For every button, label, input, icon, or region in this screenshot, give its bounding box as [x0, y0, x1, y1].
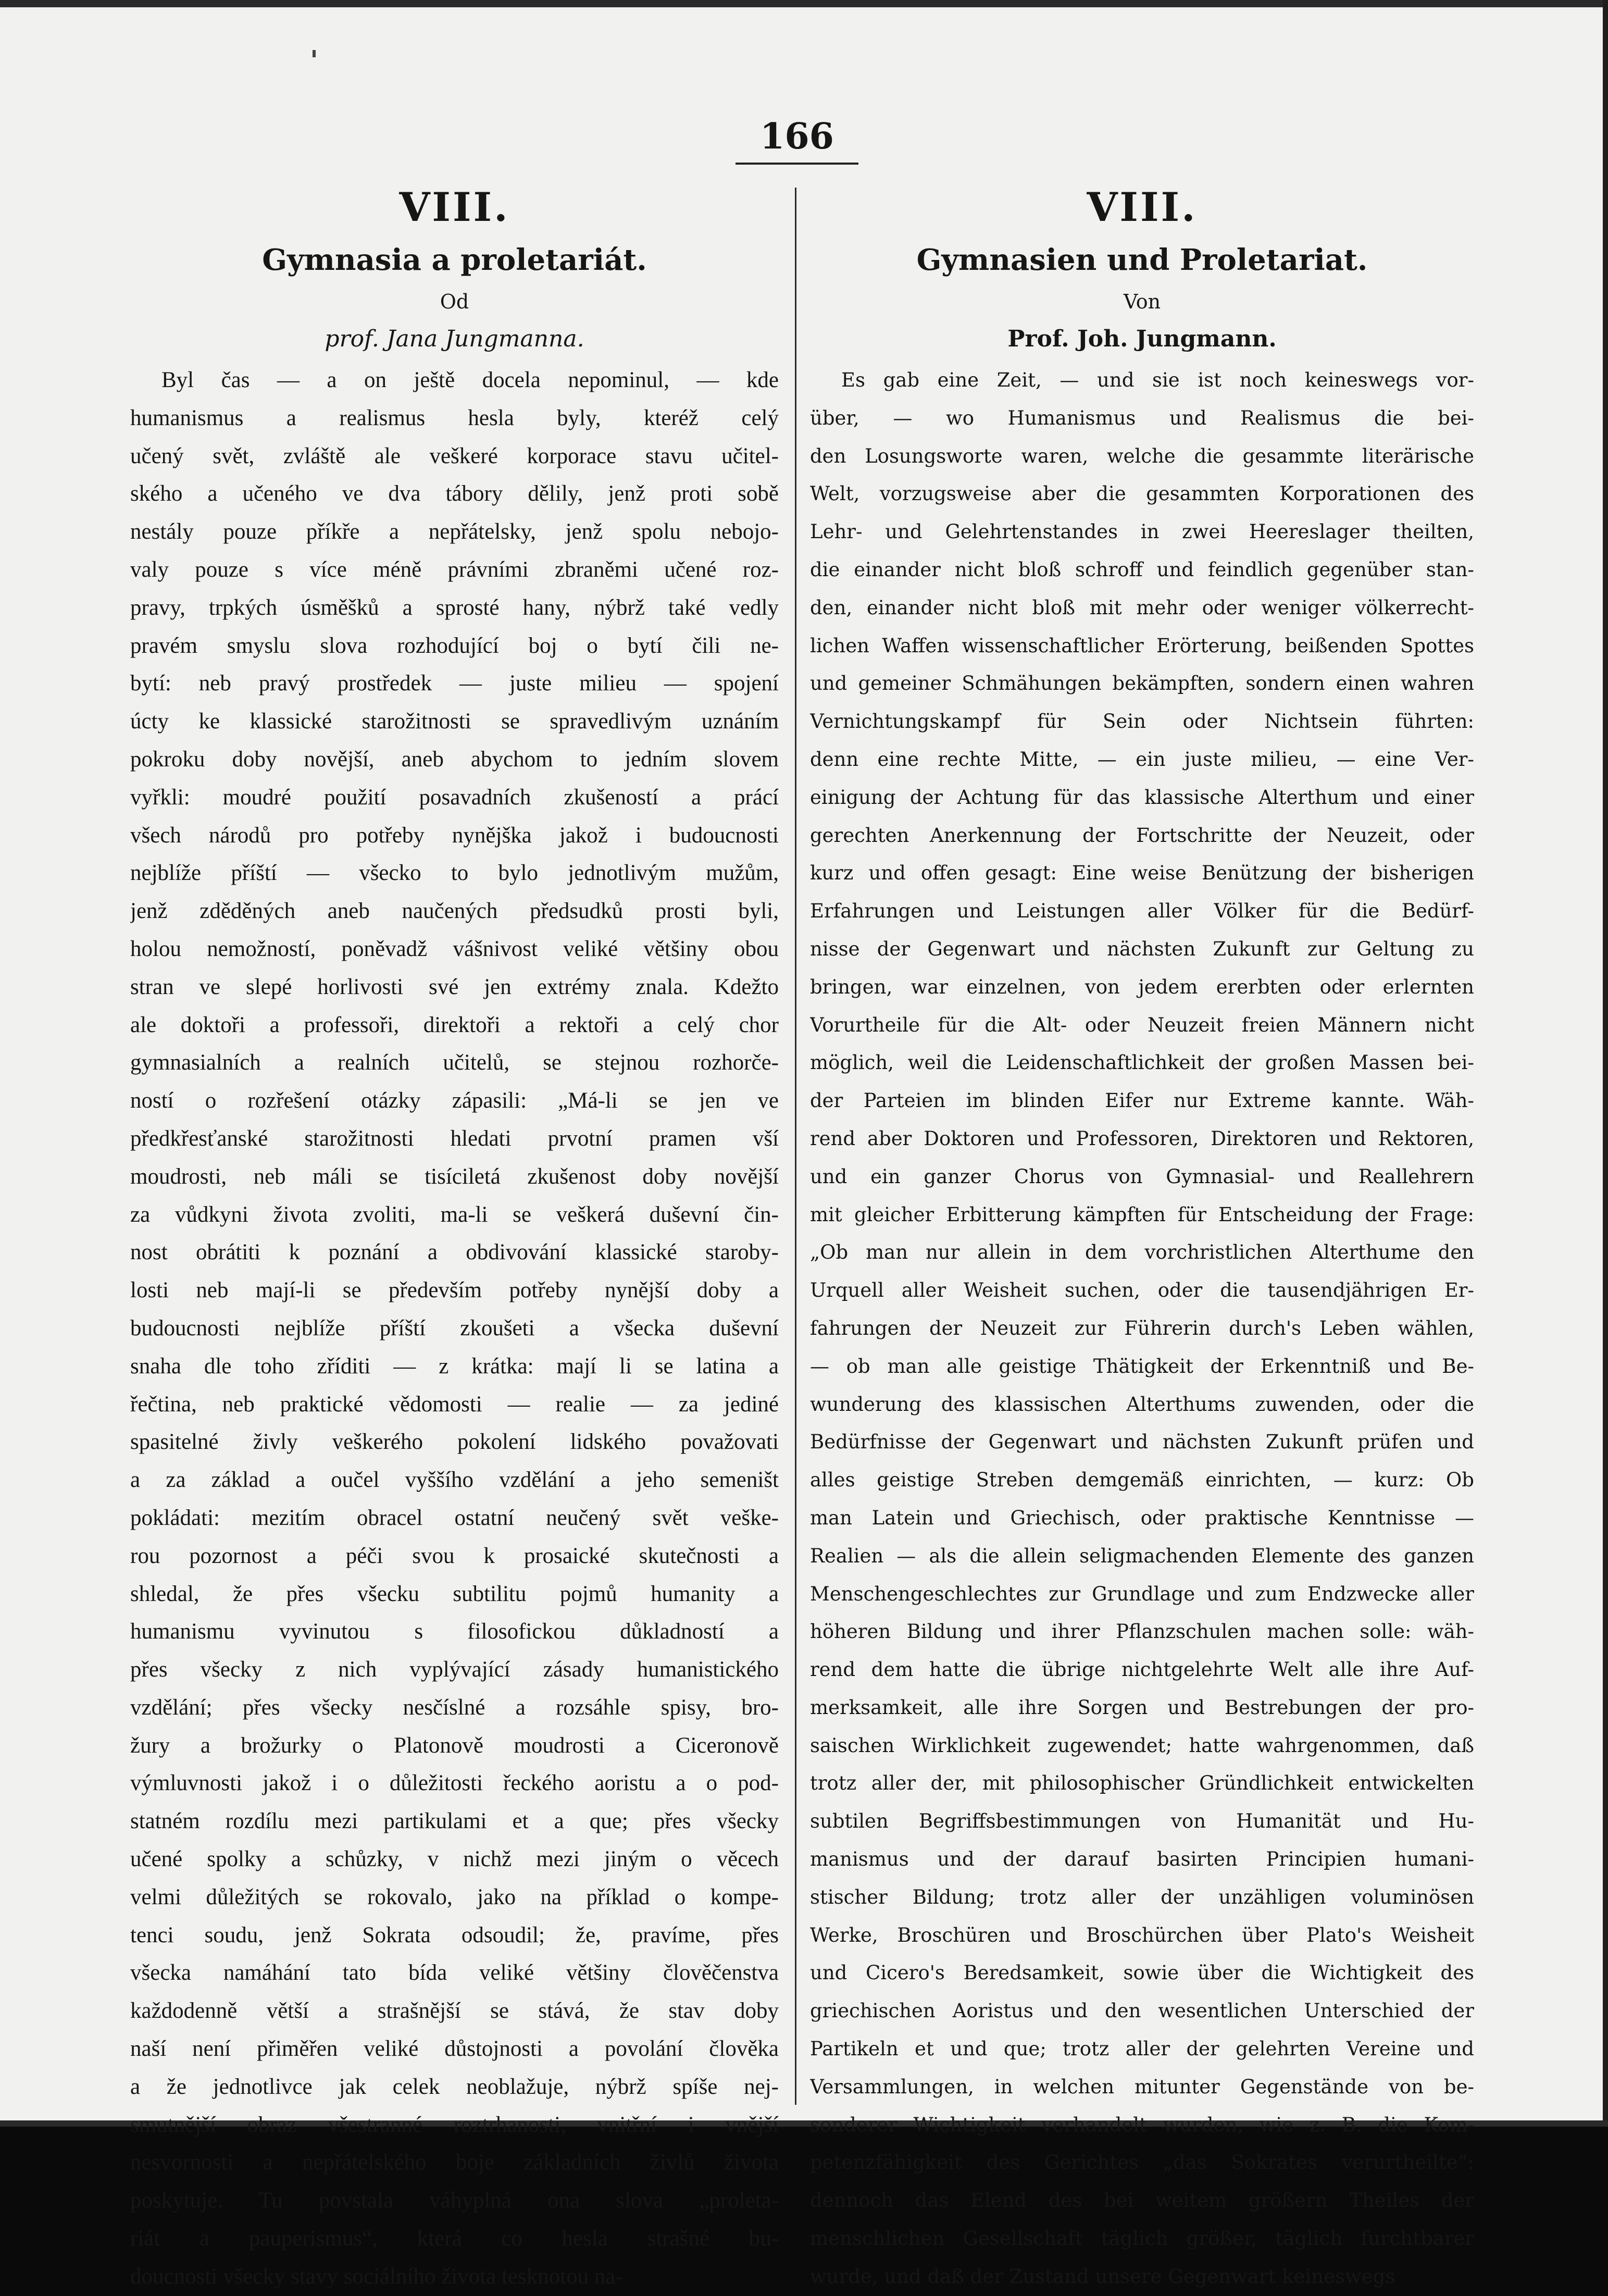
text-line: gymnasialních a realních učitelů, se stejnou rozhorče- — [130, 1050, 779, 1075]
text-line: za vůdkyni života zvoliti, ma-li se veškerá duševní čin- — [130, 1202, 779, 1227]
text-line: nisse der Gegenwart und nächsten Zukunft zur Geltung zu — [810, 937, 1474, 960]
text-line: všecka namáhání tato bída veliké většiny člověčenstva — [130, 1960, 779, 1985]
text-line: vzdělání; přes všecky nesčíslné a rozsáhle spisy, bro- — [130, 1695, 779, 1720]
article-title: Gymnasien und Proletariat. — [916, 243, 1368, 277]
byline-author: Prof. Joh. Jungmann. — [1007, 326, 1277, 352]
text-line: učený svět, zvláště ale veškeré korporace stavu učitel- — [130, 443, 779, 468]
text-line: doucnosti všecky stavy sociálního života tesknotou na- — [130, 2264, 623, 2289]
text-line: den, einander nicht bloß mit mehr oder weniger völkerrecht- — [810, 596, 1474, 619]
text-line: merksamkeit, alle ihre Sorgen und Bestrebungen der pro- — [810, 1696, 1474, 1719]
text-line: nestály pouze příkře a nepřátelsky, jenž spolu nebojo- — [130, 519, 779, 544]
text-line: und ein ganzer Chorus von Gymnasial- und Reallehrern — [810, 1165, 1474, 1188]
text-line: a za základ a oučel vyššího vzdělání a jeho semeništ — [130, 1468, 779, 1493]
text-line: die einander nicht bloß schroff und feindlich gegenüber stan- — [810, 558, 1474, 581]
text-line: mit gleicher Erbitterung kämpften für Entscheidung der Frage: — [810, 1203, 1474, 1226]
text-line: budoucnosti nejblíže příští zkoušeti a všecka duševní — [130, 1315, 779, 1341]
text-line: griechischen Aoristus und den wesentlichen Unterschied der — [810, 2000, 1474, 2022]
text-line: rend dem hatte die übrige nichtgelehrte Welt alle ihre Auf- — [810, 1658, 1474, 1681]
text-line: nost obrátiti k poznání a obdivování klassické staroby- — [130, 1240, 779, 1265]
text-line: fahrungen der Neuzeit zur Führerin durch's Leben wählen, — [810, 1317, 1474, 1339]
text-line: pravém smyslu slova rozhodující boj o bytí čili ne- — [130, 633, 779, 658]
text-line: snaha dle toho zříditi — z krátka: mají li se latina a — [130, 1354, 779, 1379]
text-line: ale doktoři a professoři, direktoři a rektoři a celý chor — [130, 1012, 779, 1037]
text-line: rou pozornost a péči svou k prosaické skutečnosti a — [130, 1543, 779, 1568]
text-line: Realien — als die allein seligmachenden Elemente des ganzen — [810, 1544, 1474, 1567]
text-line: vyřkli: moudré použití posavadních zkušeností a prácí — [130, 785, 779, 810]
text-line: Es gab eine Zeit, — und sie ist noch keineswegs vor- — [841, 369, 1474, 391]
text-line: man Latein und Griechisch, oder praktische Kenntnisse — — [810, 1506, 1474, 1529]
text-line: Menschengeschlechtes zur Grundlage und zum Endzwecke aller — [810, 1582, 1474, 1605]
text-line: pravy, trpkých úsměšků a sprosté hany, nýbrž také vedly — [130, 595, 779, 620]
text-line: gerechten Anerkennung der Fortschritte der Neuzeit, oder — [810, 824, 1474, 847]
section-number: VIII. — [1087, 184, 1198, 230]
text-line: Urquell aller Weisheit suchen, oder die tausendjährigen Er- — [810, 1279, 1474, 1302]
text-line: humanismu vyvinutou s filosofickou důkladností a — [130, 1619, 779, 1644]
german-column — [810, 182, 1474, 2296]
text-line: valy pouze s více méně právními zbraněmi učené roz- — [130, 557, 779, 582]
text-line: bytí: neb pravý prostředek — juste milieu — spojení — [130, 671, 779, 696]
text-line: kurz und offen gesagt: Eine weise Benützung der bisherigen — [810, 862, 1474, 885]
byline-preposition: Von — [1123, 290, 1161, 313]
text-line: stischer Bildung; trotz aller der unzähligen voluminösen — [810, 1885, 1474, 1908]
text-line: alles geistige Streben demgemäß einrichten, — kurz: Ob — [810, 1469, 1474, 1492]
text-line: pokládati: mezitím obracel ostatní neučený svět veške- — [130, 1505, 779, 1530]
text-line: nesvornosti a nepřátelského boje základních živlů života — [130, 2150, 779, 2175]
text-line: dennoch das Elend des bei weitem größern Theiles der — [810, 2189, 1474, 2212]
text-line: ského a učeného ve dva tábory dělily, jenž proti sobě — [130, 481, 779, 506]
text-line: velmi důležitých se rokovalo, jako na příklad o kompe- — [130, 1884, 779, 1909]
section-number: VIII. — [399, 184, 510, 230]
text-line: humanismus a realismus hesla byly, kteréž celý — [130, 405, 779, 430]
text-line: riát a pauperismus“, která co hesla strašné bu- — [130, 2226, 779, 2251]
text-line: shledal, že přes všecku subtilitu pojmů humanity a — [130, 1581, 779, 1606]
byline-preposition: Od — [440, 290, 469, 313]
text-line: losti neb mají-li se především potřeby nynější doby a — [130, 1278, 779, 1303]
scan-border-top — [0, 0, 1608, 7]
text-line: pokroku doby novější, aneb abychom to jedním slovem — [130, 747, 779, 772]
text-line: Vernichtungskampf für Sein oder Nichtsein führten: — [810, 710, 1474, 733]
article-title: Gymnasia a proletariát. — [262, 243, 647, 277]
scan-border-right — [1603, 0, 1608, 2127]
text-line: den Losungsworte waren, welche die gesammte literärische — [810, 444, 1474, 467]
czech-column — [130, 182, 779, 2296]
text-line: všech národů pro potřeby nynějška jakož i budoucnosti — [130, 823, 779, 848]
text-line: lichen Waffen wissenschaftlicher Erörterung, beißenden Spottes — [810, 634, 1474, 657]
text-line: über, — wo Humanismus und Realismus die bei- — [810, 406, 1474, 429]
text-line: Byl čas — a on ještě docela nepominul, — kde — [161, 368, 779, 392]
text-line: petenzfähigkeit des Gerichtes „das Sokrates verurtheilte“: — [810, 2151, 1474, 2174]
text-line: naší není přiměřen veliké důstojnosti a povolání člověka — [130, 2037, 779, 2062]
text-line: žury a brožurky o Platonově moudrosti a Ciceronově — [130, 1733, 779, 1758]
text-line: Partikeln et und que; trotz aller der gelehrten Vereine und — [810, 2038, 1474, 2061]
text-line: Werke, Broschüren und Broschürchen über Plato's Weisheit — [810, 1923, 1474, 1946]
text-line: výmluvnosti jakož i o důležitosti řeckého aoristu a o pod- — [130, 1771, 779, 1796]
text-line: höheren Bildung und ihrer Pflanzschulen machen solle: wäh- — [810, 1620, 1474, 1643]
text-line: smutnější obraz všestranné roztrhanosti, vnitřní i vnější — [130, 2112, 779, 2137]
text-line: Welt, vorzugsweise aber die gesammten Korporationen des — [810, 482, 1474, 505]
text-line: der Parteien im blinden Eifer nur Extreme kannte. Wäh- — [810, 1089, 1474, 1112]
text-line: menschlichen Gesellschaft täglich größer, täglich furchtbarer — [810, 2227, 1474, 2250]
article-body — [130, 362, 779, 2296]
text-line: sonderer Wichtigkeit verhandelt wurden, wie z. B. die Kom- — [810, 2113, 1474, 2136]
text-line: Erfahrungen und Leistungen aller Völker für die Bedürf- — [810, 900, 1474, 923]
text-line: wurde, und daß der Zustand unsere Gegenwart keineswegs — [810, 2265, 1395, 2288]
text-line: Lehr- und Gelehrtenstandes in zwei Heereslager theilten, — [810, 520, 1474, 543]
text-line: předkřesťanské starožitnosti hledati prvotní pramen vší — [130, 1126, 779, 1151]
text-line: a že jednotlivce jak celek neoblažuje, nýbrž spíše nej- — [130, 2074, 779, 2099]
text-line: saischen Wirklichkeit zugewendet; hatte wahrgenommen, daß — [810, 1734, 1474, 1757]
page-number-rule — [736, 163, 858, 165]
text-line: — ob man alle geistige Thätigkeit der Erkenntniß und Be- — [810, 1355, 1474, 1377]
text-line: holou nemožností, poněvadž vášnivost veliké většiny obou — [130, 936, 779, 961]
text-line: Vorurtheile für die Alt- oder Neuzeit freien Männern nicht — [810, 1013, 1474, 1036]
text-line: subtilen Begriffsbestimmungen von Humanität und Hu- — [810, 1810, 1474, 1833]
text-line: rend aber Doktoren und Professoren, Direktoren und Rektoren, — [810, 1127, 1474, 1150]
page-number: 166 — [760, 116, 834, 157]
text-line: Bedürfnisse der Gegenwart und nächsten Zukunft prüfen und — [810, 1431, 1474, 1454]
byline-author: prof. Jana Jungmanna. — [325, 326, 584, 352]
text-line: und Cicero's Beredsamkeit, sowie über die Wichtigkeit des — [810, 1962, 1474, 1984]
text-line: wunderung des klassischen Alterthums zuwenden, oder die — [810, 1393, 1474, 1416]
text-line: řečtina, neb praktické vědomosti — realie — za jediné — [130, 1392, 779, 1417]
text-line: spasitelné živly veškerého pokolení lidského považovati — [130, 1430, 779, 1455]
text-line: statném rozdílu mezi partikulami et a que; přes všecky — [130, 1809, 779, 1834]
text-line: manismus und der darauf basirten Principien humani- — [810, 1848, 1474, 1871]
article-body — [810, 362, 1474, 2296]
text-line: tenci soudu, jenž Sokrata odsoudil; že, pravíme, přes — [130, 1922, 779, 1947]
text-line: ností o rozřešení otázky zápasili: „Má-li se jen ve — [130, 1088, 779, 1113]
text-line: nejblíže příští — všecko to bylo jednotlivým mužům, — [130, 861, 779, 886]
text-line: einigung der Achtung für das klassische Alterthum und einer — [810, 786, 1474, 809]
text-line: und gemeiner Schmähungen bekämpften, sondern einen wahren — [810, 672, 1474, 695]
text-line: möglich, weil die Leidenschaftlichkeit der großen Massen bei- — [810, 1051, 1474, 1074]
text-line: moudrosti, neb máli se tisíciletá zkušenost doby novější — [130, 1164, 779, 1189]
text-line: trotz aller der, mit philosophischer Gründlichkeit entwickelten — [810, 1772, 1474, 1795]
text-line: bringen, war einzelnen, von jedem ererbten oder erlernten — [810, 975, 1474, 998]
text-line: jenž zděděných aneb naučených předsudků prosti byli, — [130, 899, 779, 924]
text-line: stran ve slepé horlivosti své jen extrémy znala. Kdežto — [130, 974, 779, 999]
scan-speck — [313, 50, 316, 57]
text-line: poskytuje. Tu povstala váhyplná ona slova „proleta- — [130, 2188, 779, 2213]
text-line: učené spolky a schůzky, v nichž mezi jiným o věcech — [130, 1847, 779, 1872]
text-line: Versammlungen, in welchen mitunter Gegenstände von be- — [810, 2075, 1474, 2098]
column-divider — [795, 188, 796, 2105]
text-line: každodenně větší a strašnější se stává, že stav doby — [130, 1999, 779, 2024]
text-line: přes všecky z nich vyplývající zásady humanistického — [130, 1657, 779, 1682]
text-line: denn eine rechte Mitte, — ein juste milieu, — eine Ver- — [810, 748, 1474, 771]
text-line: úcty ke klassické starožitnosti se spravedlivým uznáním — [130, 709, 779, 734]
text-line: „Ob man nur allein in dem vorchristlichen Alterthume den — [810, 1241, 1474, 1264]
